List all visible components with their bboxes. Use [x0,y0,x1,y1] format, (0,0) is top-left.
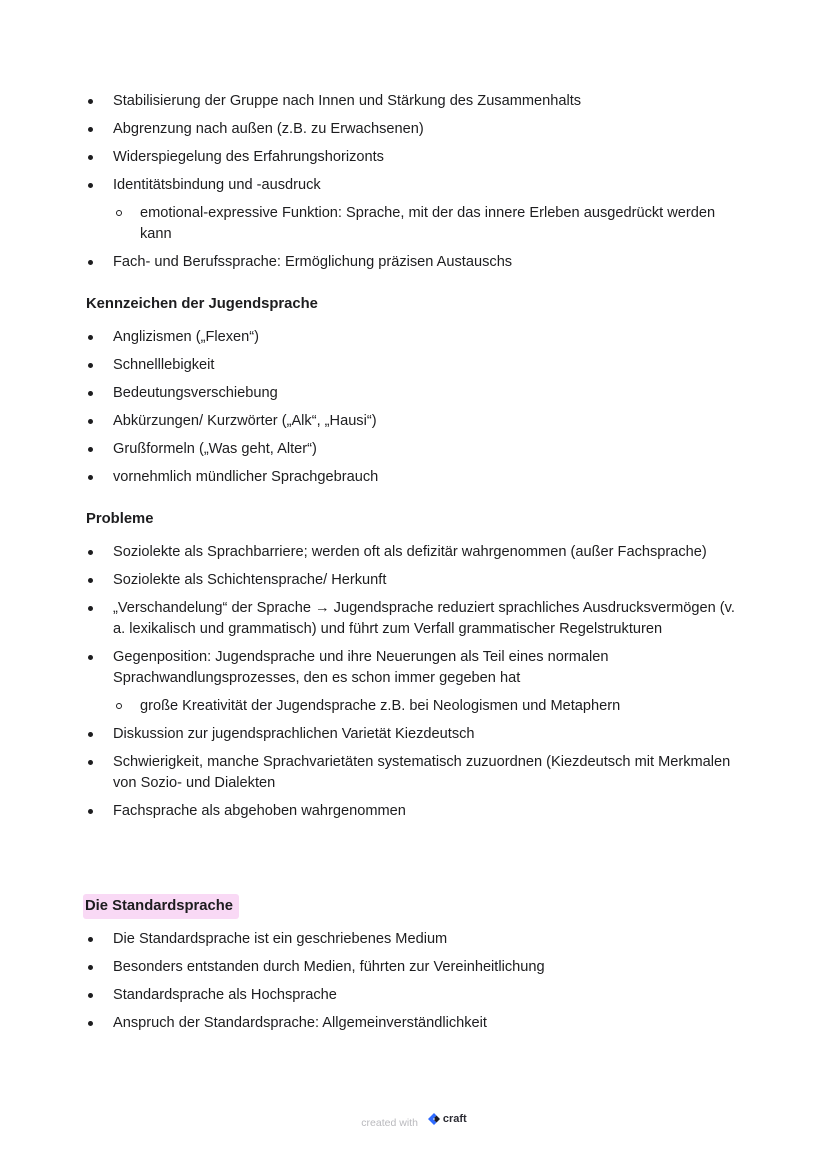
list-item-text: Abkürzungen/ Kurzwörter („Alk“, „Hausi“) [113,413,377,429]
list-item [88,439,748,460]
bullet-icon [88,809,93,814]
bullet-icon [88,335,93,340]
bullet-icon [88,475,93,480]
list-item-text: Soziolekte als Sprachbarriere; werden oft als defizitär wahrgenommen (außer Fachsprache) [113,544,707,560]
list-item-text: Fach- und Berufssprache: Ermöglichung präzisen Austauschs [113,254,513,270]
bullet-icon [88,993,93,998]
bullet-icon [88,391,93,396]
heading-probleme: Probleme [86,511,154,527]
hollow-bullet-icon [116,703,122,709]
list-item [88,647,748,689]
bullet-icon [88,606,93,611]
list-item-text: Schnelllebigkeit [113,357,215,373]
list-item [88,1013,748,1034]
list-item-text: „Verschandelung“ der Sprache → Jugendsprache reduziert sprachliches Ausdrucksvermögen (v. a. lexikalisch und grammatisch) und führt zum Verfall grammatischer Regelstrukturen [113,600,735,637]
created-with-label: created with [361,1117,418,1129]
list-item [88,598,748,640]
list-item-text: Besonders entstanden durch Medien, führten zur Vereinheitlichung [113,959,545,975]
list-item-text: Standardsprache als Hochsprache [113,987,337,1003]
kennzeichen-list [88,327,748,495]
list-item-text: Identitätsbindung und -ausdruck [113,177,321,193]
list-item-text: Anspruch der Standardsprache: Allgemeinverständlichkeit [113,1015,487,1031]
list-item-text: Widerspiegelung des Erfahrungshorizonts [113,149,384,165]
hollow-bullet-icon [116,210,122,216]
bullet-icon [88,447,93,452]
list-item [88,542,748,563]
bullet-icon [88,937,93,942]
list-item-text: Abgrenzung nach außen (z.B. zu Erwachsenen) [113,121,424,137]
bullet-icon [88,419,93,424]
list-item-text: große Kreativität der Jugendsprache z.B. bei Neologismen und Metaphern [140,698,621,714]
bullet-icon [88,127,93,132]
list-item [88,570,748,591]
list-item-text: emotional-expressive Funktion: Sprache, mit der das innere Erleben ausgedrückt werden kann [140,205,716,242]
probleme-list [88,542,748,829]
list-item-text: Schwierigkeit, manche Sprachvarietäten systematisch zuzuordnen (Kiezdeutsch mit Merkmalen von Sozio- und Dialekten [113,754,731,791]
heading-standardsprache: Die Standardsprache [83,894,239,919]
craft-logo-icon [427,1112,441,1126]
list-item [88,801,748,822]
bullet-icon [88,363,93,368]
bullet-icon [88,260,93,265]
bullet-icon [88,760,93,765]
list-item [88,327,748,348]
list-item [88,355,748,376]
standardsprache-list [88,929,748,1041]
list-item [88,985,748,1006]
craft-brand-label: craft [442,1113,467,1125]
list-item-text: Bedeutungsverschiebung [113,385,278,401]
list-item [88,119,748,140]
list-item-text: Gegenposition: Jugendsprache und ihre Neuerungen als Teil eines normalen Sprachwandlungsprozesses, den es schon immer gegeben hat [113,649,609,686]
bullet-icon [88,99,93,104]
list-item-text: Die Standardsprache ist ein geschriebenes Medium [113,931,448,947]
function-list [88,91,748,280]
list-item [88,252,748,273]
list-item [88,752,748,794]
sub-list-item [116,696,748,717]
list-item [88,147,748,168]
bullet-icon [88,965,93,970]
bullet-icon [88,183,93,188]
list-item-text: Grußformeln („Was geht, Alter“) [113,441,317,457]
list-item [88,383,748,404]
list-item [88,724,748,745]
list-item [88,957,748,978]
bullet-icon [88,550,93,555]
bullet-icon [88,578,93,583]
list-item [88,929,748,950]
bullet-icon [88,655,93,660]
footer [0,1112,828,1129]
heading-kennzeichen: Kennzeichen der Jugendsprache [86,296,318,312]
list-item-text: Soziolekte als Schichtensprache/ Herkunft [113,572,387,588]
list-item [88,411,748,432]
list-item [88,175,748,196]
list-item [88,91,748,112]
list-item [88,467,748,488]
bullet-icon [88,155,93,160]
bullet-icon [88,1021,93,1026]
list-item-text: Anglizismen („Flexen“) [113,329,259,345]
craft-brand[interactable] [427,1112,467,1126]
sub-list-item [116,203,748,245]
list-item-text: Stabilisierung der Gruppe nach Innen und Stärkung des Zusammenhalts [113,93,582,109]
bullet-icon [88,732,93,737]
list-item-text: vornehmlich mündlicher Sprachgebrauch [113,469,379,485]
list-item-text: Diskussion zur jugendsprachlichen Varietät Kiezdeutsch [113,726,475,742]
list-item-text: Fachsprache als abgehoben wahrgenommen [113,803,406,819]
